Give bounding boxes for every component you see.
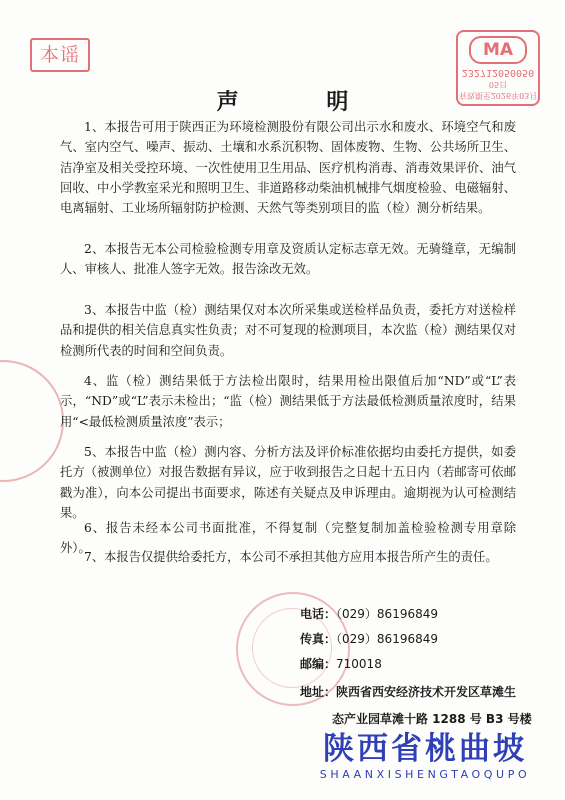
contact-phone (300, 606, 438, 622)
contact-postcode (300, 656, 382, 672)
site-watermark (300, 730, 550, 782)
phone-label: 电话： (300, 607, 337, 621)
document-title: 声 明 (216, 88, 389, 115)
statement-paragraph-1: 1、本报告可用于陕西正为环境检测股份有限公司出示水和废水、环境空气和废气、室内空气、噪声、振动、土壤和水系沉积物、固体废物、生物、公共场所卫生、洁净室及相关受控环境、一次性使用卫生用品、医疗机构消毒、消毒效果评价、油气回收、中小学教室采光和照明卫生、非道路移动柴油机械排气烟度检验、电磁辐射、电离辐射、工业场所辐射防护检测、天然气等类别项目的监（检）测分析结果。 (60, 120, 516, 216)
phone-value: （029）86196849 (336, 607, 438, 621)
statement-paragraph-6: 6、报告未经本公司书面批准，不得复制（完整复制加盖检验检测专用章除外）。 (60, 521, 516, 556)
fax-label: 传真： (300, 632, 337, 646)
statement-paragraph-3: 3、本报告中监（检）测结果仅对本次所采集或送检样品负责，委托方对送检样品和提供的相关信息真实性负责；对不可复现的检测项目，本次监（检）测结果仅对检测所代表的时间和空间负责。 (60, 303, 516, 358)
certification-code: 232712050050 (461, 67, 535, 78)
statement-paragraph-5: 5、本报告中监（检）测内容、分析方法及评价标准依据均由委托方提供，如委托方（被测单位）对报告数据有异议，应于收到报告之日起十五日内（若邮寄可依邮戳为准），向本公司提出书面要求，陈述有关疑点及申诉理由。逾期视为认可检测结果。 (60, 445, 516, 520)
address-line-1: 陕西省西安经济技术开发区草滩生 (336, 685, 517, 699)
statement-paragraph-7: 7、本报告仅提供给委托方，本公司不承担其他方应用本报告所产生的责任。 (84, 550, 498, 564)
statement-paragraph-4: 4、监（检）测结果低于方法检出限时，结果用检出限值后加“ND”或“L”表示，“ND”或“L”表示未检出；“监（检）测结果低于方法最低检测质量浓度时，结果用“<最低检测质量浓度”表示； (60, 374, 516, 429)
postcode-label: 邮编： (300, 657, 337, 671)
certification-validity: 有效期至2026年03月05日 (458, 80, 538, 100)
contact-fax (300, 631, 438, 647)
stamp-text: 本谣 (39, 44, 80, 66)
postcode-value: 710018 (336, 657, 382, 671)
contact-address (300, 684, 516, 700)
red-stamp-top-left (30, 38, 90, 72)
watermark-pinyin: SHAANXISHENGTAOQUPO (319, 768, 531, 781)
seam-seal-left (0, 360, 64, 482)
address-label: 地址： (300, 685, 337, 699)
statement-paragraph-2: 2、本报告无本公司检验检测专用章及资质认定标志章无效。无骑缝章，无编制人、审核人、批准人签字无效。报告涂改无效。 (60, 242, 516, 277)
cma-logo: MA (469, 36, 527, 64)
watermark-chinese: 陕西省桃曲坡 (323, 731, 527, 767)
fax-value: （029）86196849 (336, 632, 438, 646)
address-line-2: 态产业园草滩十路 1288 号 B3 号楼 (332, 712, 532, 726)
